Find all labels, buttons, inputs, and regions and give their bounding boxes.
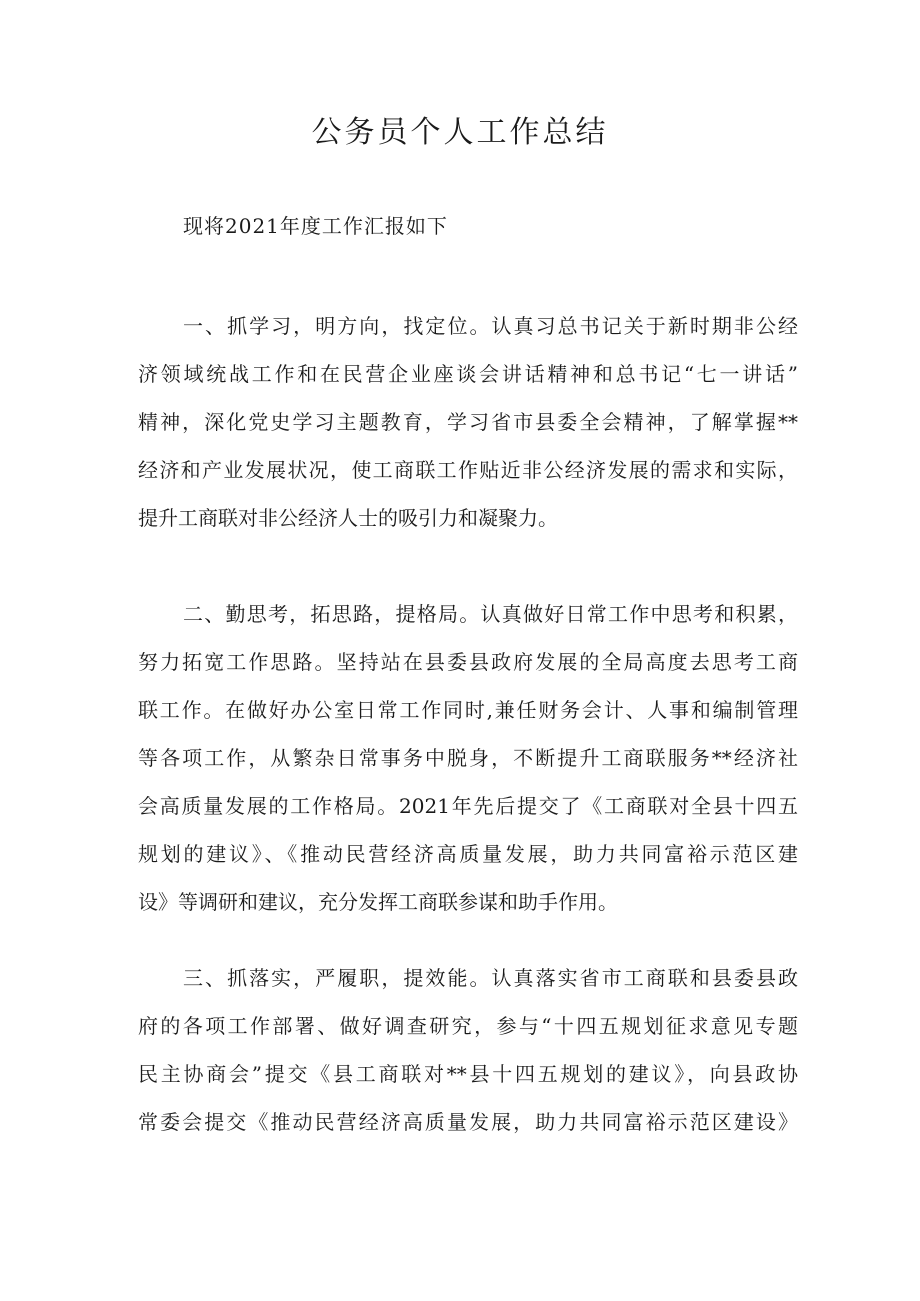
paragraph-study [138,302,798,542]
paragraph-line: 经济和产业发展状况，使工商联工作贴近非公经济发展的需求和实际， [138,458,798,482]
paragraph-line: 会高质量发展的工作格局。2021年先后提交了《工商联对全县十四五 [138,794,798,818]
paragraph-line: 三、抓落实，严履职，提效能。认真落实省市工商联和县委县政 [183,966,798,990]
paragraph-line: 规划的建议》、《推动民营经济高质量发展，助力共同富裕示范区建 [138,842,798,866]
paragraph-line: 等各项工作，从繁杂日常事务中脱身，不断提升工商联服务**经济社 [138,746,798,770]
intro-line: 现将2021年度工作汇报如下 [183,214,448,238]
paragraph-line: 提升工商联对非公经济人士的吸引力和凝聚力。 [138,506,558,530]
paragraph-line: 府的各项工作部署、做好调查研究，参与“十四五规划征求意见专题 [138,1014,798,1038]
paragraph-thinking [138,590,798,926]
paragraph-implementation [138,954,798,1146]
paragraph-line: 常委会提交《推动民营经济高质量发展，助力共同富裕示范区建设》 [138,1110,798,1134]
paragraph-line: 精神，深化党史学习主题教育，学习省市县委全会精神，了解掌握** [138,410,798,434]
paragraph-line: 一、抓学习，明方向，找定位。认真习总书记关于新时期非公经 [183,314,798,338]
document-title: 公务员个人工作总结 [311,115,609,150]
paragraph-line: 民主协商会”提交《县工商联对**县十四五规划的建议》，向县政协 [138,1062,798,1086]
paragraph-line: 努力拓宽工作思路。坚持站在县委县政府发展的全局高度去思考工商 [138,650,798,674]
paragraph-line: 济领域统战工作和在民营企业座谈会讲话精神和总书记“七一讲话” [138,362,798,386]
paragraph-line: 二、勤思考，拓思路，提格局。认真做好日常工作中思考和积累， [183,602,798,626]
paragraph-line: 联工作。在做好办公室日常工作同时,兼任财务会计、人事和编制管理 [138,698,798,722]
paragraph-line: 设》等调研和建议，充分发挥工商联参谋和助手作用。 [138,890,618,914]
